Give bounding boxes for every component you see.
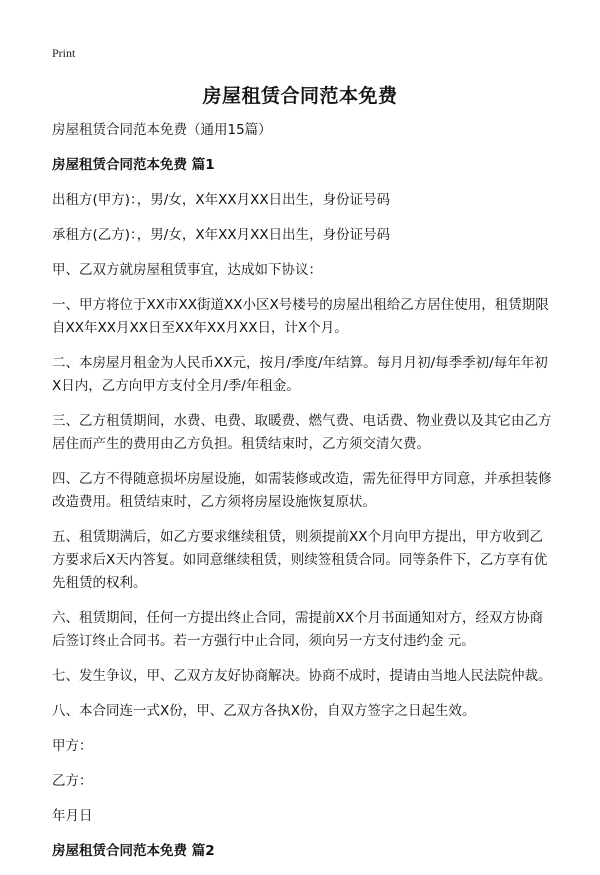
document-title: 房屋租赁合同范本免费 — [202, 85, 398, 107]
clause-2: 二、本房屋月租金为人民币XX元，按月/季度/年结算。每月月初/每季季初/每年年初X日内，乙方向甲方支付全月/季/年租金。 — [52, 355, 548, 394]
clause-8: 八、本合同连一式X份，甲、乙双方各执X份，自双方签字之日起生效。 — [52, 703, 476, 719]
paragraph-lessor: 出租方(甲方)：，男/女，X年XX月XX日出生，身份证号码 — [52, 192, 391, 208]
signature-party-b: 乙方： — [52, 773, 93, 789]
document-subtitle: 房屋租赁合同范本免费（通用15篇） — [52, 122, 272, 138]
paragraph-lessee: 承租方(乙方)：，男/女，X年XX月XX日出生，身份证号码 — [52, 227, 391, 243]
signature-date: 年月日 — [52, 808, 93, 824]
clause-7: 七、发生争议，甲、乙双方友好协商解决。协商不成时，提请由当地人民法院仲裁。 — [52, 668, 552, 684]
print-label[interactable]: Print — [52, 46, 76, 60]
section-heading-1: 房屋租赁合同范本免费 篇1 — [52, 157, 215, 173]
paragraph-agreement-intro: 甲、乙双方就房屋租赁事宜，达成如下协议： — [52, 262, 322, 278]
signature-party-a: 甲方： — [52, 738, 93, 754]
document-body — [52, 119, 552, 875]
clause-4: 四、乙方不得随意损坏房屋设施，如需装修或改造，需先征得甲方同意，并承担装修改造费用。租赁结束时，乙方须将房屋设施恢复原状。 — [52, 471, 552, 510]
section-heading-2: 房屋租赁合同范本免费 篇2 — [52, 843, 215, 859]
clause-3: 三、乙方租赁期间，水费、电费、取暖费、燃气费、电话费、物业费以及其它由乙方居住而产生的费用由乙方负担。租赁结束时，乙方须交清欠费。 — [52, 413, 552, 452]
clause-1: 一、甲方将位于XX市XX街道XX小区X号楼号的房屋出租给乙方居住使用，租赁期限自XX年XX月XX日至XX年XX月XX日，计X个月。 — [52, 297, 549, 336]
clause-6: 六、租赁期间，任何一方提出终止合同，需提前XX个月书面通知对方，经双方协商后签订终止合同书。若一方强行中止合同，须向另一方支付违约金 元。 — [52, 610, 543, 649]
clause-5: 五、租赁期满后，如乙方要求继续租赁，则须提前XX个月向甲方提出，甲方收到乙方要求后X天内答复。如同意继续租赁，则续签租赁合同。同等条件下，乙方享有优先租赁的权利。 — [52, 529, 548, 591]
